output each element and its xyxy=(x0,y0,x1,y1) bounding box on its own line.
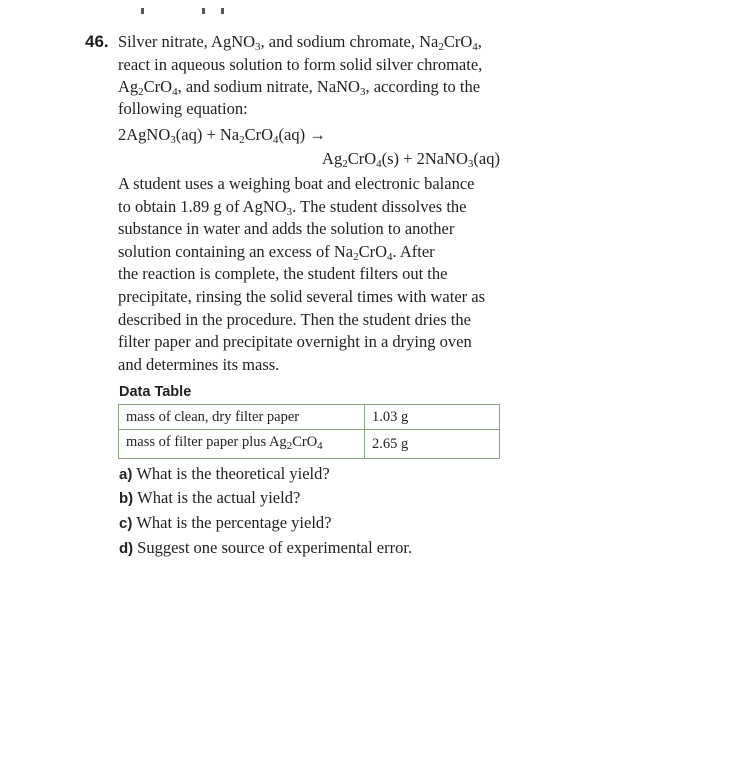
sub-question-c: c) What is the percentage yield? xyxy=(119,513,332,532)
subscript: 3 xyxy=(467,158,474,170)
subscript: 3 xyxy=(255,41,261,53)
body-line: described in the procedure. Then the student dries the xyxy=(118,310,471,329)
sub-question-d: d) Suggest one source of experimental error. xyxy=(119,538,413,557)
table-row xyxy=(119,405,500,430)
subscript: 3 xyxy=(170,134,176,146)
subscript: 4 xyxy=(376,158,382,170)
subscript: 4 xyxy=(387,251,393,263)
subscript: 4 xyxy=(472,41,478,53)
table-cell-label: mass of clean, dry filter paper xyxy=(119,405,365,430)
body-line: substance in water and adds the solution to another xyxy=(118,219,455,238)
body-line: filter paper and precipitate overnight in a drying oven xyxy=(118,332,472,351)
table-cell-value: 2.65 g xyxy=(365,430,500,459)
page-mark xyxy=(202,8,205,14)
table-cell-label: mass of filter paper plus $Ag_2CrO_4$ xyxy=(119,430,365,459)
sub-question-b: b) What is the actual yield? xyxy=(119,488,301,507)
subscript: 4 xyxy=(273,134,279,146)
subscript: 2 xyxy=(286,440,293,452)
question-number: 46. xyxy=(85,32,109,51)
equation-products: $Ag_2CrO_4(s)$ + 2NaNO$_3$(aq) xyxy=(322,149,500,170)
body-line: the reaction is complete, the student filters out the xyxy=(118,264,448,283)
intro-line: Silver nitrate, AgNO$_3$, and sodium chromate, $Na_2CrO_4$, xyxy=(118,32,482,53)
page-mark xyxy=(141,8,144,14)
body-line: A student uses a weighing boat and electronic balance xyxy=(118,174,475,193)
intro-line: $Ag_2CrO_4$, and sodium nitrate, NaNO$_3$, according to the xyxy=(118,77,481,98)
intro-line: following equation: xyxy=(118,99,248,118)
body-line: precipitate, rinsing the solid several times with water as xyxy=(118,287,486,306)
data-table-title: Data Table xyxy=(119,384,192,400)
table-cell-value: 1.03 g xyxy=(365,405,500,430)
body-line: solution containing an excess of $Na_2CrO_4$. After xyxy=(118,242,435,263)
subscript: 2 xyxy=(239,134,245,146)
body-line: to obtain 1.89 g of AgNO$_3$. The student dissolves the xyxy=(118,197,467,218)
page-mark xyxy=(221,8,224,14)
data-table xyxy=(118,404,500,459)
subscript: 4 xyxy=(172,86,178,98)
sub-question-a: a) What is the theoretical yield? xyxy=(119,464,330,483)
subscript: 3 xyxy=(286,206,293,218)
table-row xyxy=(119,430,500,459)
subscript: 3 xyxy=(359,86,366,98)
subscript: 2 xyxy=(438,41,444,53)
body-line: and determines its mass. xyxy=(118,355,280,374)
subscript: 2 xyxy=(353,251,359,263)
subscript: 2 xyxy=(342,158,348,170)
subscript: 4 xyxy=(317,440,323,452)
intro-line: react in aqueous solution to form solid silver chromate, xyxy=(118,55,483,74)
subscript: 2 xyxy=(138,86,144,98)
equation-reactants: 2AgNO$_3$(aq) + $Na_2CrO_4(aq)$ → xyxy=(118,125,326,146)
